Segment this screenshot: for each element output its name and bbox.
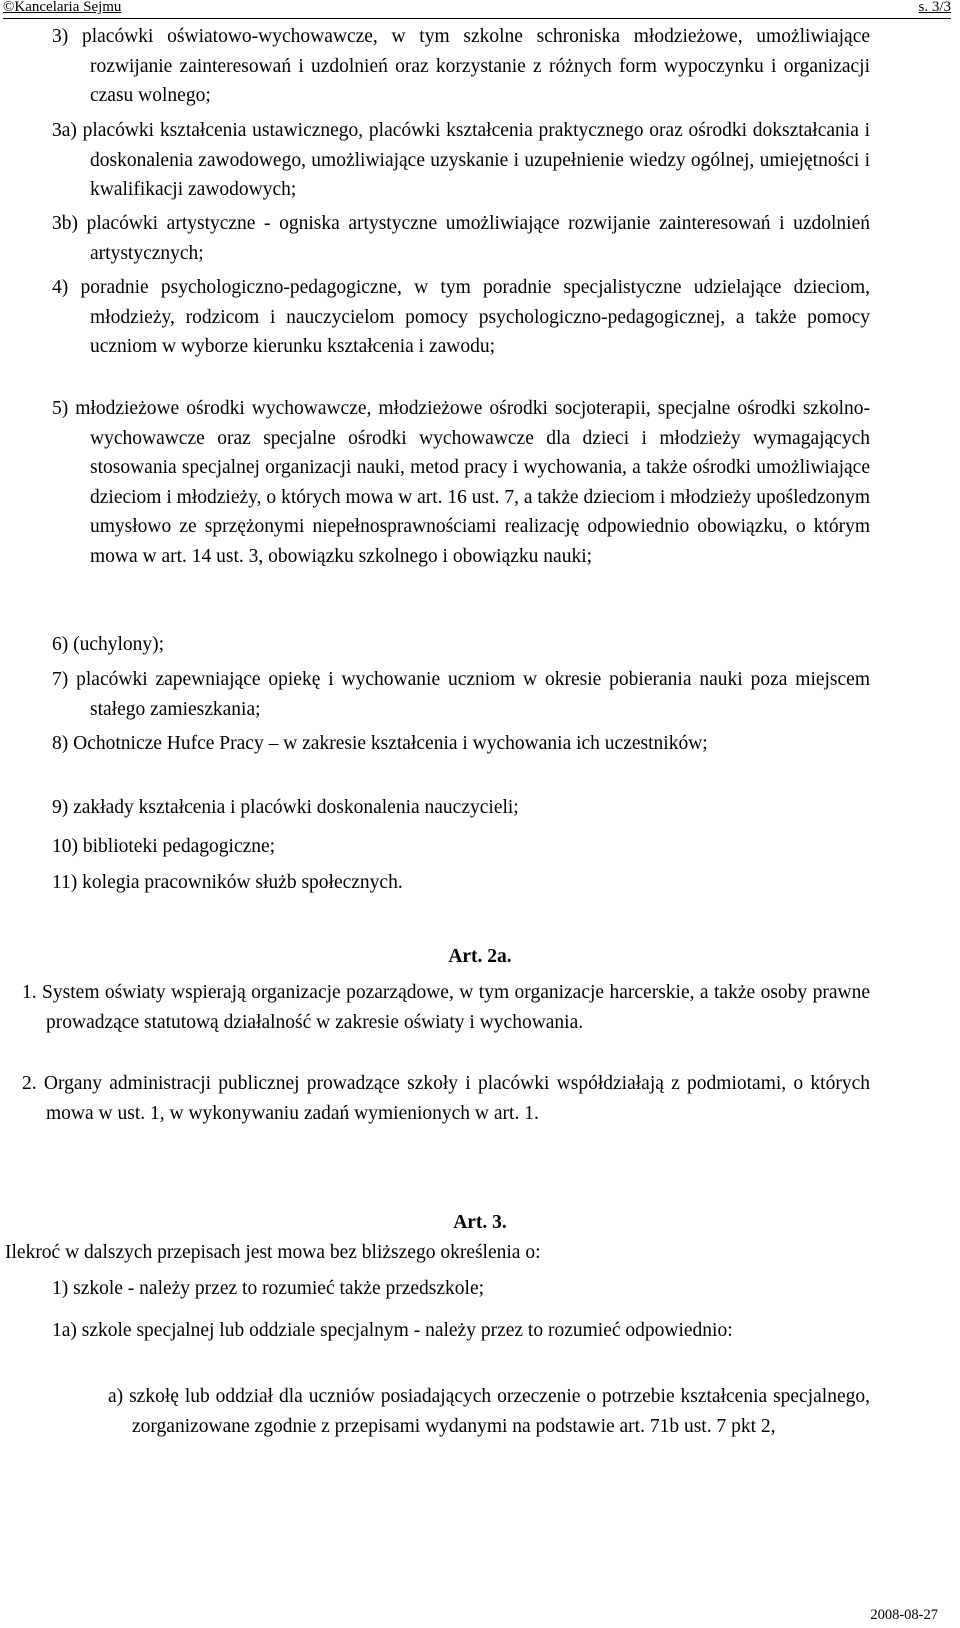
list-item-6: 6) (uchylony); (52, 634, 165, 655)
list-item-9: 9) zakłady kształcenia i placówki doskonalenia nauczycieli; (52, 797, 519, 818)
footer-date: 2008-08-27 (870, 1607, 938, 1623)
list-item-5: 5) młodzieżowe ośrodki wychowawcze, młodzieżowe ośrodki socjoterapii, specjalne ośrodki szkolno-wychowawcze oraz specjalne ośrodki wychowawcze dla dzieci i młodzieży wymagających stosowania specjalnej organizacji nauki, metod pracy i wychowania, a także ośrodki umożliwiające dzieciom i młodzieży, o których mowa w art. 16 ust. 7, a także dzieciom i młodzieży upośledzonym umysłowo ze sprzężonymi niepełnosprawnościami realizację odpowiednio obowiązku, o którym mowa w art. 14 ust. 3, obowiązku szkolnego i obowiązku nauki; (52, 398, 870, 567)
page-header (3, 0, 951, 19)
list-item-3a: 3a) placówki kształcenia ustawicznego, placówki kształcenia praktycznego oraz ośrodki dokształcania i doskonalenia zawodowego, umożliwiające uzyskanie i uzupełnienie wiedzy ogólnej, umiejętności i kwalifikacji zawodowych; (52, 120, 870, 200)
list-item-3b: 3b) placówki artystyczne - ogniska artystyczne umożliwiające rozwijanie zainteresowań i uzdolnień artystycznych; (52, 213, 870, 264)
list-item-3: 3) placówki oświatowo-wychowawcze, w tym szkolne schroniska młodzieżowe, umożliwiające rozwijanie zainteresowań i uzdolnień oraz korzystanie z różnych form wypoczynku i organizacji czasu wolnego; (52, 26, 870, 106)
list-item-7: 7) placówki zapewniające opiekę i wychowanie uczniom w okresie pobierania nauki poza miejscem stałego zamieszkania; (52, 669, 870, 720)
article-2a-paragraph-1: 1. System oświaty wspierają organizacje pozarządowe, w tym organizacje harcerskie, a także osoby prawne prowadzące statutową działalność w zakresie oświaty i wychowania. (22, 982, 870, 1033)
article-3-intro: Ilekroć w dalszych przepisach jest mowa bez bliższego określenia o: (5, 1242, 541, 1263)
header-copyright-link[interactable]: ©Kancelaria Sejmu (3, 0, 122, 15)
article-2a-heading: Art. 2a. (448, 946, 512, 967)
header-page-number[interactable]: s. 3/3 (918, 0, 951, 15)
article-3-heading: Art. 3. (453, 1212, 507, 1233)
list-item-8: 8) Ochotnicze Hufce Pracy – w zakresie kształcenia i wychowania ich uczestników; (52, 733, 708, 754)
article-3-item-1: 1) szkole - należy przez to rozumieć także przedszkole; (52, 1278, 485, 1299)
list-item-11: 11) kolegia pracowników służb społecznych. (52, 872, 403, 893)
list-item-10: 10) biblioteki pedagogiczne; (52, 836, 276, 857)
article-2a-paragraph-2: 2. Organy administracji publicznej prowadzące szkoły i placówki współdziałają z podmiotami, o których mowa w ust. 1, w wykonywaniu zadań wymienionych w art. 1. (22, 1073, 870, 1124)
article-3-item-1a: 1a) szkole specjalnej lub oddziale specjalnym - należy przez to rozumieć odpowiednio: (52, 1320, 733, 1341)
list-item-4: 4) poradnie psychologiczno-pedagogiczne, w tym poradnie specjalistyczne udzielające dzieciom, młodzieży, rodzicom i nauczycielom pomocy psychologiczno-pedagogicznej, a także pomocy uczniom w wyborze kierunku kształcenia i zawodu; (52, 277, 870, 357)
article-3-subitem-a: a) szkołę lub oddział dla uczniów posiadających orzeczenie o potrzebie kształcenia specjalnego, zorganizowane zgodnie z przepisami wydanymi na podstawie art. 71b ust. 7 pkt 2, (108, 1386, 870, 1437)
